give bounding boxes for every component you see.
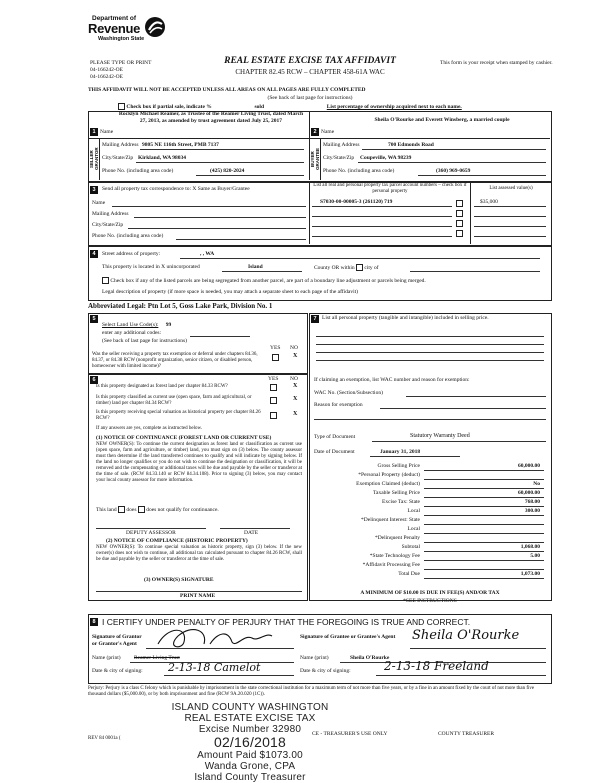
- grantor-date-city[interactable]: 2-13-18 Camelot: [168, 661, 261, 674]
- dept-of: Department of: [92, 15, 137, 22]
- does-checkbox[interactable]: [118, 506, 125, 513]
- tax-label: *State Technology Fee: [369, 553, 420, 559]
- county-label: County OR within: [314, 264, 355, 271]
- assessed-header: List assessed value(s): [489, 186, 533, 191]
- seller-side-label: SELLER GRANTOR: [89, 147, 99, 171]
- form-title: REAL ESTATE EXCISE TAX AFFIDAVIT: [224, 56, 396, 66]
- tax-value[interactable]: 5.00: [530, 553, 540, 559]
- tax-label: Subtotal: [401, 544, 420, 550]
- this-land-label: This land: [96, 506, 117, 513]
- tax-value[interactable]: 300.00: [524, 508, 540, 514]
- stamp-tax: REAL ESTATE EXCISE TAX: [184, 713, 316, 724]
- tax-label: Local: [407, 508, 420, 514]
- tax-label: Local: [407, 526, 420, 532]
- dor-emblem-icon: [144, 16, 166, 38]
- grantor-name[interactable]: Reamer Living Trust: [134, 655, 180, 661]
- forest-no-mark[interactable]: X: [293, 383, 298, 389]
- section-5-number: 5: [90, 315, 98, 323]
- street-address[interactable]: , , WA: [200, 251, 215, 257]
- historic-question: Is this property receiving special valuation as historical property per chapter 84.26 RCW?: [96, 410, 261, 421]
- tax-label: *Affidavit Processing Fee: [362, 562, 420, 568]
- city-of-label: city of: [364, 264, 379, 271]
- document-type-label: Type of Document: [314, 434, 356, 440]
- personal-property-label: List all personal property (tangible and intangible) included in selling price.: [322, 315, 489, 321]
- county-treasurer-label: COUNTY TREASURER: [438, 731, 495, 737]
- certify-statement: I CERTIFY UNDER PENALTY OF PERJURY THAT THE FOREGOING IS TRUE AND CORRECT.: [102, 617, 471, 627]
- buyer-phone[interactable]: (360) 969-0659: [436, 168, 471, 174]
- revenue-wordmark: Revenue: [88, 21, 141, 36]
- stamp-county: ISLAND COUNTY WASHINGTON: [171, 702, 329, 713]
- section-1-number: 1: [90, 128, 98, 136]
- corr-city-label: City/State/Zip: [92, 222, 124, 228]
- stamp-amount: Amount Paid $1073.00: [197, 749, 303, 761]
- buyer-city[interactable]: Coupeville, WA 98239: [360, 155, 412, 161]
- section5-no: NO: [290, 345, 298, 351]
- partial-sale-label: Check box if partial sale, indicate %: [126, 103, 212, 110]
- tax-label: *Personal Property (deduct): [358, 472, 420, 478]
- tax-row-12: [314, 571, 546, 581]
- grantee-name[interactable]: Sheila O'Rourke: [350, 655, 390, 661]
- section6-no: NO: [290, 376, 298, 382]
- tax-label: Excise Tax: State: [381, 499, 420, 505]
- see-back-note: (See back of last page for instructions): [267, 95, 353, 101]
- partial-sale-row: [118, 103, 558, 110]
- grantee-date-label: Date & city of signing:: [300, 668, 351, 674]
- tax-label: Taxable Selling Price: [373, 490, 420, 496]
- legal-description-label: Legal description of property (if more space is needed, you may attach a separate sheet to each page of the affidavit): [102, 289, 358, 295]
- land-use-row: [102, 322, 171, 329]
- dor-logo: [88, 14, 168, 44]
- see-instructions-note: *SEE INSTRUCTIONS: [403, 598, 457, 604]
- county-or-within: [314, 264, 379, 271]
- section-6-number: 6: [90, 376, 98, 384]
- tax-label: Total Due: [398, 571, 420, 577]
- parcel-checkbox-4[interactable]: [456, 230, 463, 237]
- section-2-number: 2: [311, 128, 319, 136]
- additional-codes-label: enter any additional codes:: [102, 330, 162, 336]
- seller-phone-label: Phone No. (including area code): [102, 168, 174, 174]
- please-type: PLEASE TYPE OR PRINT: [90, 60, 152, 66]
- notice-continuance-body: NEW OWNER(S): To continue the current designation as forest land or classification as current use (open space, farm and agriculture, or timber) land, you must sign on (3) below. The county assessor must then determine if the land transferred continues to qualify and will indicate by signing below. If the land no longer qualifies or you do not wish to continue the designation or classification, it will be removed and the compensating or additional taxes will be due and payable by the seller or transferor at the time of sale. (RCW 84.33.140 or RCW 84.34.108). Prior to signing (3) below, you may contact your local county assessor for more information.: [96, 442, 302, 483]
- exemption-no-mark[interactable]: X: [293, 353, 298, 359]
- tax-value[interactable]: No: [533, 481, 540, 487]
- treasurer-use-only: CE - TREASURER'S USE ONLY: [312, 731, 388, 737]
- seller-name[interactable]: Rocklyn Michael Reamer, as Trustee of the Reamer Living Trust, dated March 27, 2013, as amended by trust agreement dated July 25, 2017: [118, 111, 304, 124]
- stamp-excise-number: Excise Number 32980: [198, 724, 302, 735]
- stamp-signer: Wanda Grone, CPA: [204, 760, 296, 772]
- grantee-signature-label: Signature of Grantee or Grantee's Agent: [300, 634, 396, 640]
- seller-mailing[interactable]: 9805 NE 116th Street, PMB 7137: [142, 142, 219, 148]
- receipt-note: This form is your receipt when stamped by cashier.: [440, 60, 553, 66]
- if-any-yes: If any answers are yes, complete as instructed below.: [96, 426, 203, 431]
- historic-no-mark[interactable]: X: [293, 411, 298, 417]
- percent-ownership-note: List percentage of ownership acquired next to each name.: [326, 103, 462, 110]
- tax-label: Gross Selling Price: [377, 463, 420, 469]
- current-use-yes-checkbox[interactable]: [270, 397, 277, 404]
- forest-land-question: Is this property designated as forest land per chapter 84.33 RCW?: [96, 384, 228, 389]
- corr-phone-label: Phone No. (including area code): [92, 233, 164, 239]
- deputy-date-label: DATE: [244, 530, 259, 536]
- segregated-checkbox[interactable]: [102, 277, 109, 284]
- grantee-date-city[interactable]: 2-13-18 Freeland: [384, 659, 489, 673]
- exemption-question: Was the seller receiving a property tax exemption or deferral under chapters 84.36, 84.37, or 84.38 RCW (nonprofit organization, senior citizen, or disabled person, homeowner with limited income)?: [92, 352, 258, 369]
- stamp-date: 02/16/2018: [213, 734, 287, 750]
- section-7-number: 7: [311, 315, 319, 323]
- parcel-checkbox-3[interactable]: [456, 220, 463, 227]
- document-date[interactable]: January 31, 2018: [380, 449, 421, 455]
- seller-mailing-label: Mailing Address: [102, 142, 139, 148]
- seller-name-label: Name: [100, 129, 114, 135]
- seller-city[interactable]: Kirkland, WA 98034: [138, 155, 187, 161]
- tax-label: *Delinquent Interest: State: [361, 517, 420, 523]
- grantee-signature[interactable]: Sheila O'Rourke: [412, 628, 520, 643]
- doc-number-2: 04-166242-OE: [90, 74, 123, 80]
- section6-yes: YES: [268, 376, 279, 382]
- section-6-block: [88, 374, 308, 601]
- segregated-row: [102, 277, 542, 284]
- wac-claim-label: If claiming an exemption, list WAC number and reason for exemption:: [314, 377, 470, 383]
- section-8-number: 8: [90, 618, 98, 626]
- parcel-personal-checkbox[interactable]: [456, 200, 463, 207]
- doc-number-1: 04-166242-OE: [90, 67, 123, 73]
- grantor-date-label: Date & city of signing:: [92, 668, 143, 674]
- seller-phone[interactable]: (425) 820-2024: [210, 168, 245, 174]
- perjury-notice: Perjury: Perjury is a class C felony which is punishable by imprisonment in the state correctional institution for a maximum term of not more than five years, or by a fine in an amount fixed by the court of not more than five thousand dollars ($5,000.00), or by both imprisonment and fine (RCW 9A.20.020 (1C)).: [88, 686, 535, 697]
- sold-label: sold: [254, 103, 265, 110]
- street-label: Street address of property:: [102, 251, 161, 257]
- land-use-see-back: (See back of last page for instructions): [102, 338, 187, 344]
- grantor-name-label: Name (print): [92, 655, 121, 661]
- treasurer-stamp: [150, 702, 350, 783]
- county-name[interactable]: Island: [248, 264, 263, 270]
- buyer-mailing[interactable]: 700 Edmonds Road: [388, 142, 434, 148]
- abbreviated-legal[interactable]: Abbreviated Legal: Ptn Lot 5, Goss Lake Park, Division No. 1: [88, 302, 273, 310]
- tax-label: *Delinquent Penalty: [374, 535, 420, 541]
- corr-mailing-label: Mailing Address: [92, 211, 129, 217]
- historic-yes-checkbox[interactable]: [270, 412, 277, 419]
- seller-city-label: City/State/Zip: [102, 155, 134, 161]
- document-type[interactable]: Statutory Warranty Deed: [410, 433, 470, 439]
- stamp-title: Island County Treasurer: [194, 771, 306, 783]
- tax-label: Exemption Claimed (deduct): [356, 481, 420, 487]
- land-qualify-row: [96, 506, 219, 513]
- document-date-label: Date of Document: [314, 449, 355, 455]
- print-name-label: PRINT NAME: [180, 593, 216, 599]
- does-not-label: does not qualify for continuance.: [146, 506, 219, 513]
- parcel-number[interactable]: S7030-00-00005-3 (261120) 719: [320, 199, 393, 205]
- located-label: This property is located in X unincorporated: [102, 264, 200, 270]
- section-4-number: 4: [90, 250, 98, 258]
- warning-text: THIS AFFIDAVIT WILL NOT BE ACCEPTED UNLESS ALL AREAS ON ALL PAGES ARE FULLY COMPLETED: [88, 87, 366, 93]
- form-chapter: CHAPTER 82.45 RCW – CHAPTER 458-61A WAC: [235, 68, 385, 76]
- notice-compliance-title: (2) NOTICE OF COMPLIANCE (HISTORIC PROPERTY): [106, 538, 248, 544]
- correspondence-label: Send all property tax correspondence to: X Same as Buyer/Grantee: [102, 186, 250, 192]
- tax-value[interactable]: 60,000.00: [518, 463, 540, 469]
- buyer-side-label: BUYER GRANTEE: [310, 148, 320, 171]
- notice-continuance-title: (1) NOTICE OF CONTINUANCE (FOREST LAND OR CURRENT USE): [96, 435, 272, 441]
- segregated-label: Check box if any of the listed parcels are being segregated from another parcel, are part of a boundary line adjustment or parcels being merged.: [110, 277, 426, 284]
- buyer-mailing-label: Mailing Address: [323, 142, 360, 148]
- partial-sale-checkbox[interactable]: [118, 103, 125, 110]
- parcel-checkbox-2[interactable]: [456, 210, 463, 217]
- section-3-number: 3: [90, 186, 98, 194]
- assessed-value[interactable]: $35,000: [480, 199, 498, 205]
- tax-value[interactable]: 60,000.00: [518, 490, 540, 496]
- grantor-signature-label: Signature of Grantor or Grantor's Agent: [92, 634, 142, 647]
- buyer-city-label: City/State/Zip: [323, 155, 355, 161]
- city-of-checkbox[interactable]: [356, 264, 363, 271]
- exemption-reason-label: Reason for exemption: [314, 402, 363, 408]
- buyer-name-label: Name: [321, 129, 335, 135]
- current-use-question: Is this property classified as current use (open space, farm and agricultural, or timber) land per chapter 84.34 RCW?: [96, 395, 252, 406]
- deputy-assessor-label: DEPUTY ASSESSOR: [126, 530, 176, 536]
- section5-yes: YES: [270, 345, 281, 351]
- minimum-due-note: A MINIMUM OF $10.00 IS DUE IN FEE(S) AND/OR TAX: [360, 590, 500, 596]
- parcels-header: List all real and personal property tax parcel account numbers – check box if personal property: [313, 183, 467, 194]
- corr-name-label: Name: [92, 200, 106, 206]
- current-use-no-mark[interactable]: X: [293, 396, 298, 402]
- notice-compliance-body: NEW OWNER(S): To continue special valuation as historic property, sign (3) below. If the new owner(s) does not wish to continue, all additional tax calculated pursuant to chapter 84.26 RCW, shall be due and payable by the seller or transferor at the time of sale.: [96, 545, 302, 562]
- does-label: does: [126, 506, 137, 513]
- grantee-name-label: Name (print): [300, 655, 329, 661]
- washington-state: Washington State: [98, 36, 145, 42]
- exemption-yes-checkbox[interactable]: [272, 354, 279, 361]
- tax-value[interactable]: 1,073.00: [520, 571, 540, 577]
- does-not-checkbox[interactable]: [138, 506, 145, 513]
- buyer-name[interactable]: Sheila O'Rourke and Everett Winsberg, a married couple: [374, 117, 510, 123]
- tax-value[interactable]: 768.00: [524, 499, 540, 505]
- buyer-phone-label: Phone No. (including area code): [323, 168, 395, 174]
- tax-value[interactable]: 1,068.00: [520, 544, 540, 550]
- forest-yes-checkbox[interactable]: [270, 384, 277, 391]
- land-use-code[interactable]: 99: [165, 322, 172, 328]
- form-revision: REV 84 0001a (: [88, 736, 121, 741]
- wac-number-label: WAC No. (Section/Subsection): [314, 390, 383, 396]
- owner-signature-label: (3) OWNER(S) SIGNATURE: [144, 577, 214, 583]
- land-use-label: Select Land Use Code(s):: [102, 322, 159, 328]
